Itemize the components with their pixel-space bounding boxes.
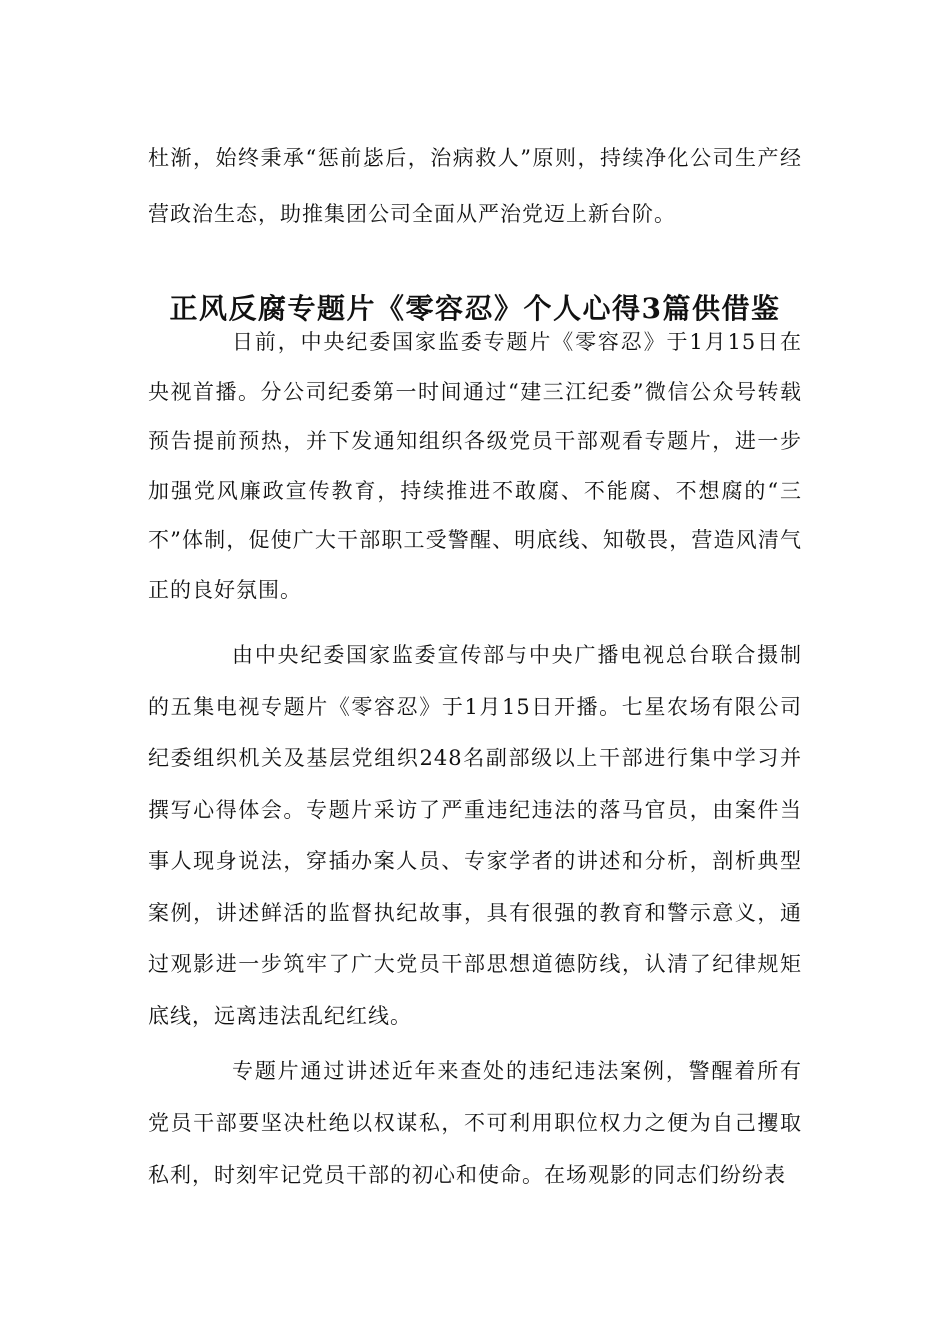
- body-paragraph-2: 由中央纪委国家监委宣传部与中央广播电视总台联合摄制的五集电视专题片《零容忍》于1月15日开播。七星农场有限公司纪委组织机关及基层党组织248名副部级以上干部进行集中学习并撰写心得体会。专题片采访了严重违纪违法的落马官员，由案件当事人现身说法，穿插办案人员、专家学者的讲述和分析，剖析典型案例，讲述鲜活的监督执纪故事，具有很强的教育和警示意义，通过观影进一步筑牢了广大党员干部思想道德防线，认清了纪律规矩底线，远离违法乱纪红线。: [148, 643, 802, 1028]
- body-paragraph-3: 专题片通过讲述近年来查处的违纪违法案例，警醒着所有党员干部要坚决杜绝以权谋私，不可利用职位权力之便为自己攫取私利，时刻牢记党员干部的初心和使命。在场观影的同志们纷纷表: [148, 1059, 802, 1187]
- body-paragraph-1: 日前，中央纪委国家监委专题片《零容忍》于1月15日在央视首播。分公司纪委第一时间通过“建三江纪委”微信公众号转载预告提前预热，并下发通知组织各级党员干部观看专题片，进一步加强党风廉政宣传教育，持续推进不敢腐、不能腐、不想腐的“三不”体制，促使广大干部职工受警醒、明底线、知敬畏，营造风清气正的良好氛围。: [148, 330, 802, 602]
- article-title: 正风反腐专题片《零容忍》个人心得3篇供借鉴: [169, 291, 781, 325]
- intro-paragraph: 杜渐，始终秉承“惩前毖后，治病救人”原则，持续净化公司生产经营政治生态，助推集团公司全面从严治党迈上新台阶。: [148, 146, 802, 226]
